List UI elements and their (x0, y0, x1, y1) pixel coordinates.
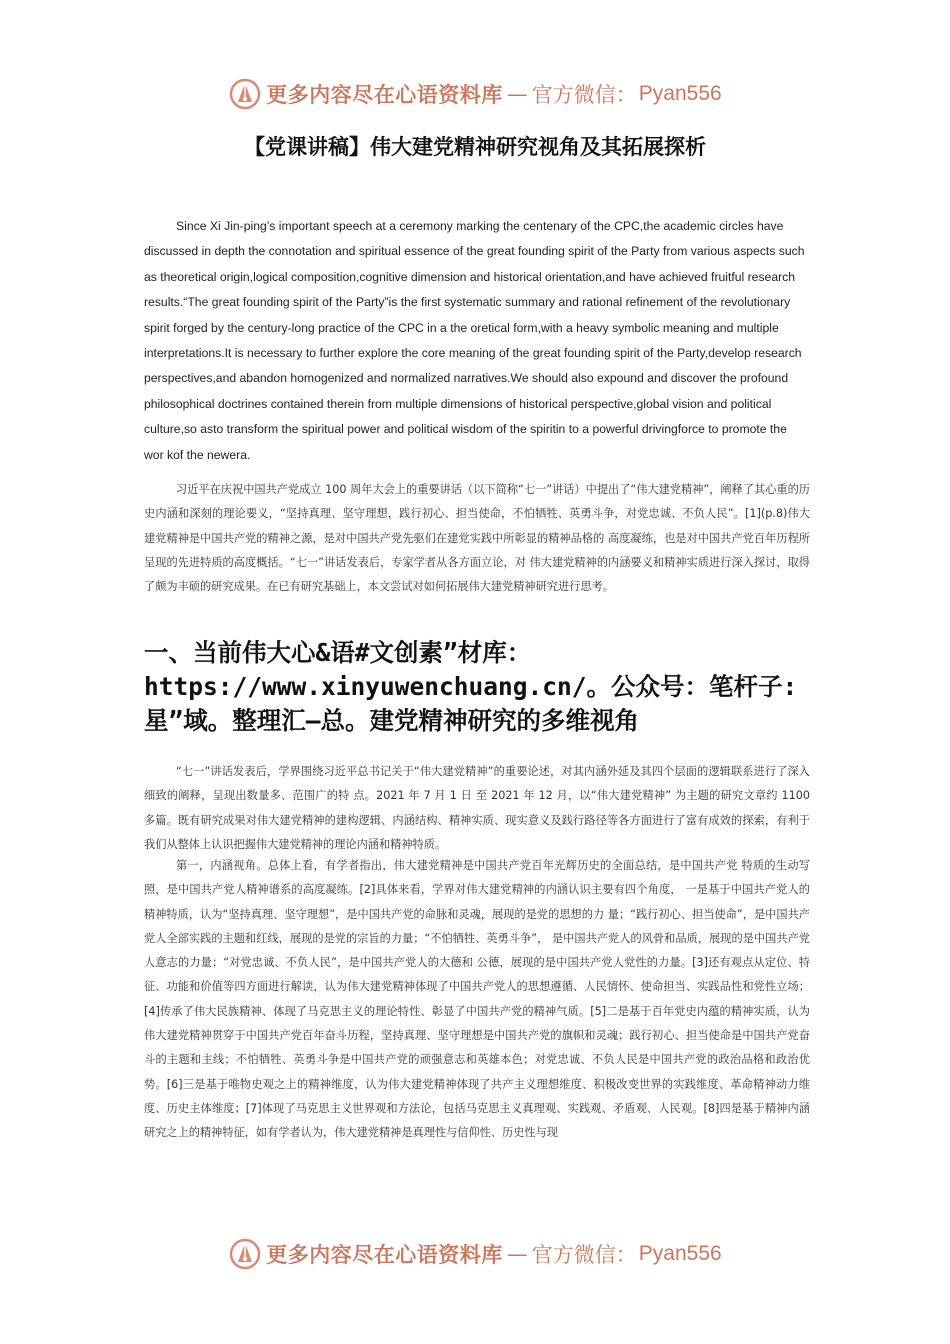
banner-main-text: 更多内容尽在心语资料库 (266, 1242, 503, 1267)
banner-wechat-id: Pyan556 (638, 82, 722, 105)
banner-sub-text: 官方微信： (531, 83, 637, 107)
watermark-banner-bottom (0, 1234, 950, 1274)
watermark-banner-top (0, 74, 950, 114)
pen-nib-logo-icon (228, 77, 262, 111)
section-heading: 一、当前伟大心&语#文创素”材库：https://www.xinyuwenchuang.cn/。公众号：笔杆子:星”域。整理汇—总。建党精神研究的多维视角 (144, 638, 798, 735)
banner-wechat-id: Pyan556 (638, 1242, 722, 1265)
document-title: 【党课讲稿】伟大建党精神研究视角及其拓展探析 (244, 135, 706, 159)
section-paragraph: “七一”讲话发表后，学界围绕习近平总书记关于“伟大建党精神”的重要论述，对其内涵外延及其四个层面的逻辑联系进行了深入细致的阐释，呈现出数量多、范围广的特 点。2021 年 7 月 1 日 至 2021 年 12 月，以“伟大建党精神” 为主题的研究文章约 1100 多篇。既有研究成果对伟大建党精神的建构逻辑、内涵结构、精神实质、现实意义及践行路径等各方面进行了富有成效的探索，有利于我们从整体上认识把握伟大建党精神的理论内涵和精神特质。 (144, 765, 810, 851)
banner-main-text: 更多内容尽在心语资料库 (266, 82, 503, 107)
banner-dash: — (506, 82, 528, 106)
english-abstract: Since Xi Jin-ping’s important speech at a ceremony marking the centenary of the CPC,the academic circles have discussed in depth the connotation and spiritual essence of the great founding spirit of the Party from various aspects such as theoretical origin,logical composition,cognitive dimension and historical orientation,and have achieved fruitful research results.“The great founding spirit of the Party”is the first systematic summary and rational refinement of the revolutionary spirit forged by the century-long practice of the CPC in a the oretical form,with a heavy symbolic meaning and multiple interpretations.It is necessary to further explore the core meaning of the great founding spirit of the Party,develop research perspectives,and abandon homogenized and normalized narratives.We should also expound and discover the profound philosophical doctrines contained therein from multiple dimensions of historical perspective,global vision and political culture,so asto transform the spiritual power and political wisdom of the spiritin to a powerful drivingforce to promote the wor kof the newera. (144, 219, 805, 462)
banner-dash: — (506, 1242, 528, 1266)
intro-paragraph: 习近平在庆祝中国共产党成立 100 周年大会上的重要讲话（以下简称“七一”讲话）中提出了“伟大建党精神”，阐释了其心重的历史内涵和深刻的理论要义，“坚持真理、坚守理想，践行初心、担当使命，不怕牺牲、英勇斗争，对党忠诚、不负人民”。[1](p.8)伟大建党精神是中国共产党的精神之源，是对中国共产党先驱们在建党实践中所彰显的精神品格的 高度凝练，也是对中国共产党百年历程所呈现的先进特质的高度概括。“七一”讲话发表后，专家学者从各方面立论，对 伟大建党精神的内涵要义和精神实质进行深入探讨，取得了颇为丰硕的研究成果。在已有研究基础上，本文尝试对如何拓展伟大建党精神研究进行思考。 (144, 483, 810, 594)
banner-sub-text: 官方微信： (531, 1243, 637, 1267)
pen-nib-logo-icon (228, 1237, 262, 1271)
content-paragraph: 第一，内涵视角。总体上看，有学者指出，伟大建党精神是中国共产党百年光辉历史的全面总结，是中国共产党 特质的生动写照，是中国共产党人精神谱系的高度凝练。[2]具体来看，学界对伟大建党精神的内涵认识主要有四个角度， 一是基于中国共产党人的精神特质，认为“坚持真理、坚守理想”，是中国共产党的命脉和灵魂，展现的是党的思想的力 量；“践行初心、担当使命”，是中国共产党人全部实践的主题和红线，展现的是党的宗旨的力量；“不怕牺牲、英勇斗争”， 是中国共产党人的风骨和品质，展现的是中国共产党人意志的力量；“对党忠诚、不负人民”，是中国共产党人的大德和 公德，展现的是中国共产党人党性的力量。[3]还有观点从定位、特征、功能和价值等四方面进行解读，认为伟大建党精神体现了中国共产党人的思想遵循、人民情怀、使命担当、实践品性和党性立场；[4]传承了伟大民族精神、体现了马克思主义的理论特性、彰显了中国共产党的精神气质。[5]二是基于百年党史内蕴的精神实质，认为伟大建党精神贯穿于中国共产党百年奋斗历程，坚持真理、坚守理想是中国共产党的旗帜和灵魂；践行初心、担当使命是中国共产党奋斗的主题和主线；不怕牺牲、英勇斗争是中国共产党的顽强意志和英雄本色；对党忠诚、不负人民是中国共产党的政治品格和政治优势。[6]三是基于唯物史观之上的精神维度，认为伟大建党精神体现了共产主义理想维度、积极改变世界的实践维度、革命精神动力维度、历史主体维度；[7]体现了马克思主义世界观和方法论，包括马克思主义真理观、实践观、矛盾观、人民观。[8]四是基于精神内涵研究之上的精神特征，如有学者认为，伟大建党精神是真理性与信仰性、历史性与现 (144, 859, 810, 1140)
